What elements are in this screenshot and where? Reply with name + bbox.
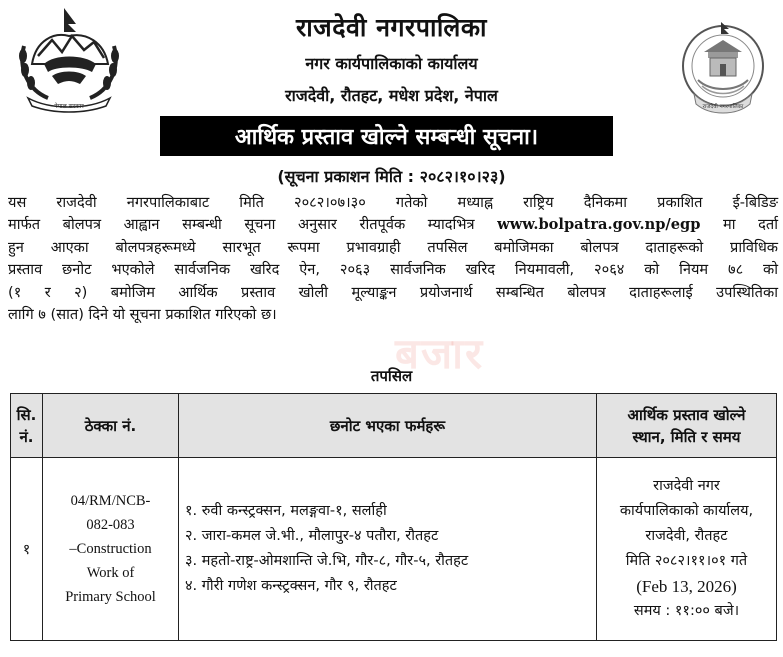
header-venue-line1: आर्थिक प्रस्ताव खोल्ने <box>627 405 746 424</box>
body-line: यस राजदेवी नगरपालिकाबाट मिति २०८२।०७।३० गतेको मध्याह्न राष्ट्रिय दैनिकमा प्रकाशित ई-बिडिङ <box>8 194 778 211</box>
body-line: लागि ७ (सात) दिने यो सूचना प्रकाशित गरिएको छ। <box>8 306 277 324</box>
header-sn <box>11 394 43 458</box>
notice-title: आर्थिक प्रस्ताव खोल्ने सम्बन्धी सूचना। <box>160 116 613 156</box>
bolpatra-url-link[interactable]: www.bolpatra.gov.np/egp <box>497 216 701 234</box>
firm-item: ४. गौरी गणेश कन्स्ट्रक्सन, गौर ९, रौतहट <box>185 578 397 594</box>
header-sn-line2: नं. <box>19 427 34 446</box>
header-firms: छनोट भएका फर्महरू <box>179 394 597 458</box>
body-line: मार्फत बोलपत्र आह्वान सम्बन्धी सूचना अनुसार रीतपूर्वक म्यादभित्र <box>8 216 475 234</box>
municipality-name: राजदेवी नगरपालिका <box>295 13 488 42</box>
venue-date-en: (Feb 13, 2026) <box>636 577 737 596</box>
office-name: नगर कार्यपालिकाको कार्यालय <box>305 54 478 73</box>
table-caption: तपसिल <box>370 367 413 385</box>
row-venue <box>597 458 777 641</box>
watermark: बजार <box>395 329 485 378</box>
emblem-left-text: नेपाल सरकार <box>54 103 84 110</box>
venue-line: मिति २०८२।११।०१ गते <box>625 553 748 569</box>
firm-item: २. जारा-कमल जे.भी., मौलापुर-४ पतौरा, रौतहट <box>185 528 439 544</box>
row-firms <box>179 458 597 641</box>
venue-line: राजदेवी नगर <box>653 478 720 494</box>
venue-line: राजदेवी, रौतहट <box>645 528 728 544</box>
row-contract <box>43 458 179 641</box>
contract-line: Primary School <box>65 589 156 605</box>
body-line-with-url <box>8 214 778 236</box>
venue-time: समय : ११:०० बजे। <box>633 603 740 619</box>
firm-item: १. रुवी कन्स्ट्रक्सन, मलङ्गवा-१, सर्लाही <box>185 503 387 519</box>
body-line: प्रस्ताव छनोट भएकोले सार्वजनिक खरिद ऐन, २०६३ सार्वजनिक खरिद नियमावली, २०६४ को नियम ७८ को <box>8 261 778 279</box>
notice-body <box>8 192 778 326</box>
details-table <box>10 393 777 641</box>
emblem-right-text: राजदेवी नगरपालिका <box>702 104 744 110</box>
body-line: हुन आएका बोलपत्रहरूमध्ये सारभूत रूपमा प्रभावग्राही तपसिल बमोजिमका बोलपत्र दाताहरूको प्राविधिक <box>8 238 778 256</box>
row-sn: १ <box>11 458 43 641</box>
venue-line: कार्यपालिकाको कार्यालय, <box>619 503 754 519</box>
header-sn-line1: सि. <box>16 405 37 424</box>
header-venue-line2: स्थान, मिति र समय <box>632 427 741 446</box>
table-row <box>11 458 777 641</box>
publish-date: (सूचना प्रकाशन मिति : २०८२।१०।२३) <box>277 167 506 186</box>
url-suffix: मा दर्ता <box>723 216 778 234</box>
header-venue <box>597 394 777 458</box>
office-address: राजदेवी, रौतहट, मधेश प्रदेश, नेपाल <box>285 86 498 105</box>
contract-line: Work of <box>86 565 135 581</box>
contract-line: –Construction <box>69 541 152 557</box>
body-line: (१ र २) बमोजिम आर्थिक प्रस्ताव खोली मूल्याङ्कन प्रयोजनार्थ सम्बन्धित बोलपत्र दाताहरूलाई उपस्थितिका <box>8 283 778 301</box>
firm-item: ३. महतो-राष्ट्र-ओमशान्ति जे.भि, गौर-८, गौर-५, रौतहट <box>185 553 469 569</box>
contract-line: 082-083 <box>86 517 135 533</box>
table-header-row <box>11 394 777 458</box>
header-contract: ठेक्का नं. <box>43 394 179 458</box>
contract-line: 04/RM/NCB- <box>70 493 151 509</box>
